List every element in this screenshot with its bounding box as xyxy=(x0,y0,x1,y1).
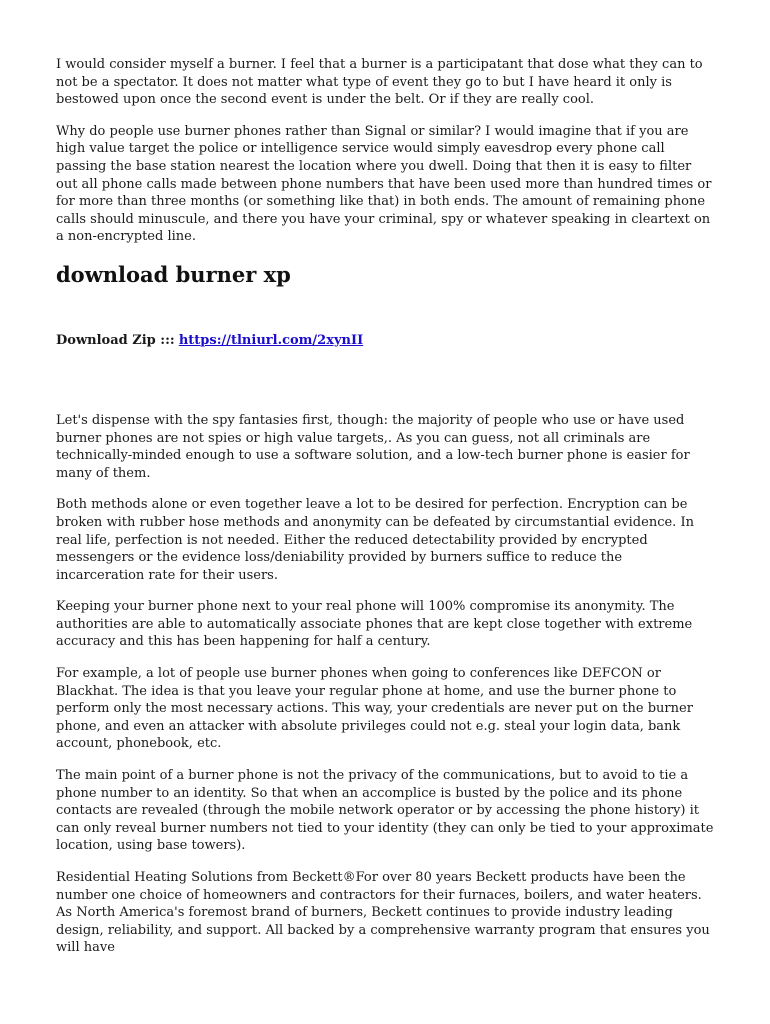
paragraph: I would consider myself a burner. I feel that a burner is a participatant that dose what they can to not be a spectator. It does not matter what type of event they go to but I have heard it only is bestowed upon once the second event is under the belt. Or if they are really cool. xyxy=(56,57,703,108)
download-label: Download Zip ::: xyxy=(56,332,175,348)
paragraph: The main point of a burner phone is not the privacy of the communications, but to avoid to tie a phone number to an identity. So that when an accomplice is busted by the police and its phone contacts are revealed (through the mobile network operator or by accessing the phone history) it can only reveal burner numbers not tied to your identity (they can only be tied to your approximate location, using base towers). xyxy=(56,768,714,854)
download-line xyxy=(56,332,714,350)
section-heading: download burner xp xyxy=(56,261,291,287)
paragraph: Both methods alone or even together leave a lot to be desired for perfection. Encryption can be broken with rubber hose methods and anonymity can be defeated by circumstantial evidence. In real life, perfection is not needed. Either the reduced detectability provided by encrypted messengers or the evidence loss/deniability provided by burners suffice to reduce the incarceration rate for their users. xyxy=(56,497,694,583)
paragraph: For example, a lot of people use burner phones when going to conferences like DEFCON or Blackhat. The idea is that you leave your regular phone at home, and use the burner phone to perform only the most necessary actions. This way, your credentials are never put on the burner phone, and even an attacker with absolute privileges could not e.g. steal your login data, bank account, phonebook, etc. xyxy=(56,666,693,752)
paragraph: Let's dispense with the spy fantasies first, though: the majority of people who use or have used burner phones are not spies or high value targets,. As you can guess, not all criminals are technically-minded enough to use a software solution, and a low-tech burner phone is easier for many of them. xyxy=(56,412,690,481)
paragraph: Keeping your burner phone next to your real phone will 100% compromise its anonymity. The authorities are able to automatically associate phones that are kept close together with extreme accuracy and this has been happening for half a century. xyxy=(56,599,693,650)
paragraph: Residential Heating Solutions from Beckett®For over 80 years Beckett products have been the number one choice of homeowners and contractors for their furnaces, boilers, and water heaters. As North America's foremost brand of burners, Beckett continues to provide industry leading design, reliability, and support. All backed by a comprehensive warranty program that ensures you will have xyxy=(56,870,710,956)
paragraph: Why do people use burner phones rather than Signal or similar? I would imagine that if you are high value target the police or intelligence service would simply eavesdrop every phone call passing the base station nearest the location where you dwell. Doing that then it is easy to filter out all phone calls made between phone numbers that have been used more than hundred times or for more than three months (or something like that) in both ends. The amount of remaining phone calls should minuscule, and there you have your criminal, spy or whatever speaking in cleartext on a non-encrypted line. xyxy=(56,123,712,245)
download-link[interactable]: https://tlniurl.com/2xynII xyxy=(178,332,364,348)
